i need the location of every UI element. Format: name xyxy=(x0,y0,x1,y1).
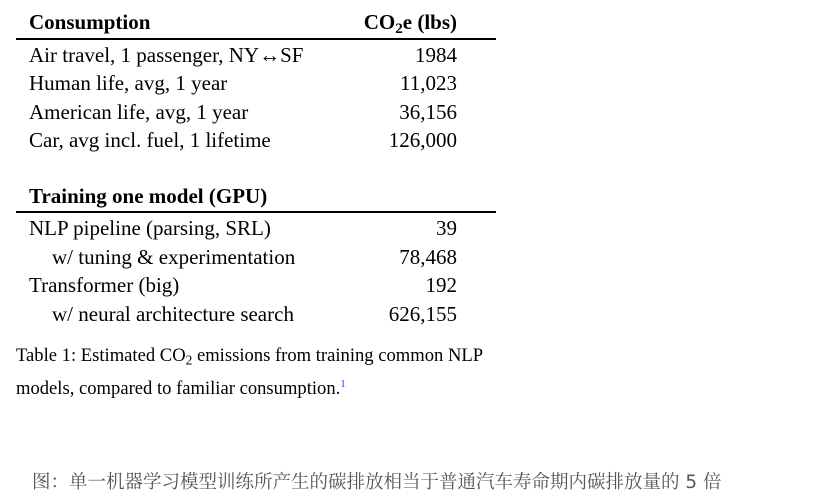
row-value: 39 xyxy=(436,216,457,240)
header-consumption: Consumption xyxy=(29,10,151,34)
table-row xyxy=(16,271,496,300)
row-label: Transformer (big) xyxy=(29,273,180,297)
row-label: w/ tuning & experimentation xyxy=(52,244,296,269)
table-row xyxy=(16,243,496,272)
header-training-model: Training one model (GPU) xyxy=(29,183,268,208)
row-label: American life, avg, 1 year xyxy=(29,99,249,124)
footnote-link[interactable]: 1 xyxy=(340,378,346,391)
row-label: Human life, avg, 1 year xyxy=(29,71,228,95)
table-row xyxy=(16,98,496,127)
row-value: 626,155 xyxy=(388,301,457,326)
table-row xyxy=(16,69,496,98)
table-caption: Table 1: Estimated $CO_2$ emissions from training common NLP models, compared to familiar consumption.$^1$ xyxy=(16,345,483,400)
table-header-training xyxy=(16,182,496,211)
row-value: 78,468 xyxy=(399,244,457,269)
figure-note: 图：单一机器学习模型训练所产生的碳排放相当于普通汽车寿命期内碳排放量的 5 倍 xyxy=(32,472,722,493)
row-value: 192 xyxy=(425,273,457,297)
row-label: Car, avg incl. fuel, 1 lifetime xyxy=(29,128,271,152)
table-row xyxy=(16,214,496,243)
row-value: 126,000 xyxy=(388,128,457,152)
row-label: w/ neural architecture search xyxy=(52,301,294,326)
emissions-table xyxy=(16,8,496,328)
row-label: NLP pipeline (parsing, SRL) xyxy=(29,216,271,240)
table-row xyxy=(16,41,496,70)
row-label: Air travel, 1 passenger, NY↔SF xyxy=(29,42,304,67)
table-row xyxy=(16,300,496,329)
section-rule xyxy=(16,211,496,213)
row-value: 11,023 xyxy=(400,71,457,95)
table-header-consumption xyxy=(16,8,496,37)
header-co2e: $CO_2e$ (lbs) xyxy=(363,10,457,37)
row-value: 1984 xyxy=(415,42,457,67)
row-value: 36,156 xyxy=(399,99,457,124)
table-row xyxy=(16,126,496,155)
